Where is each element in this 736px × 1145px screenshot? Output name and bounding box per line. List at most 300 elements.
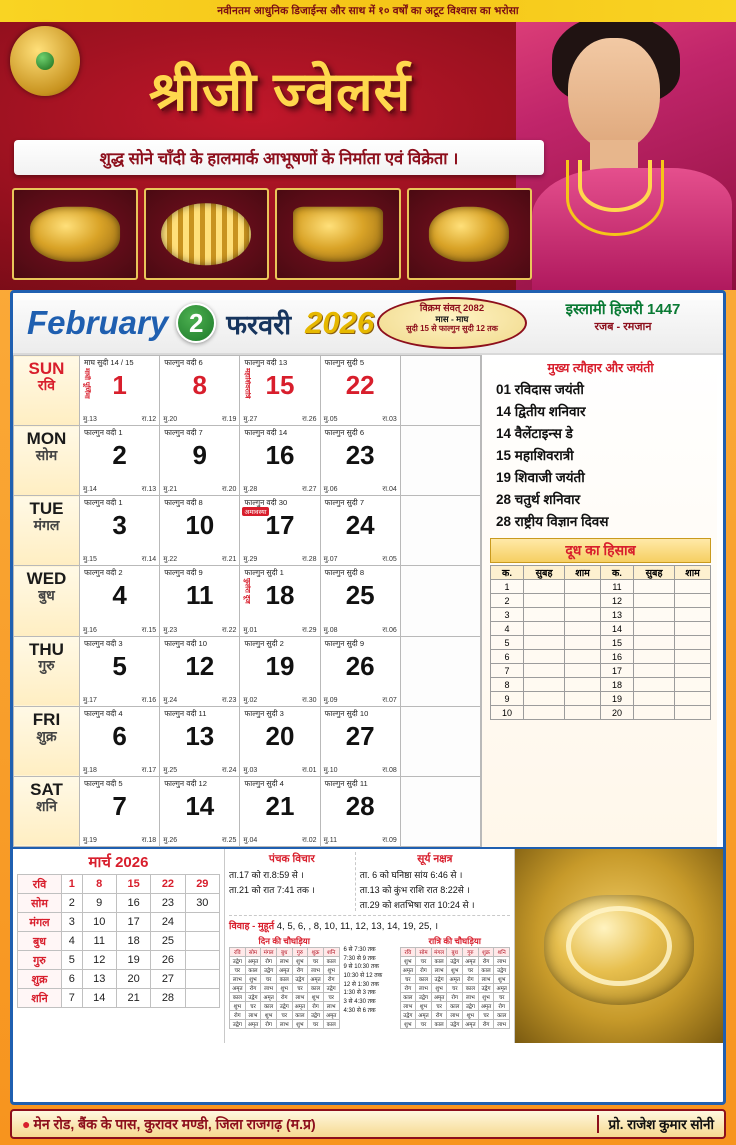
date-number: 2 xyxy=(112,440,127,471)
march-date-cell[interactable]: 17 xyxy=(116,913,150,932)
milk-entry-cell[interactable] xyxy=(565,622,601,636)
date-footnotes xyxy=(160,836,239,845)
tithi-label: फाल्गुन वदी 10 xyxy=(164,638,208,648)
march-date-cell[interactable]: 22 xyxy=(151,875,185,894)
weekday-header-tue xyxy=(14,496,80,566)
date-cell[interactable] xyxy=(320,776,400,846)
muhurat-note: मु.23 xyxy=(163,626,178,634)
march-date-cell[interactable]: 24 xyxy=(151,913,185,932)
ratri-note: रा.28 xyxy=(302,556,317,564)
festival-item: 19 शिवाजी जयंती xyxy=(496,470,585,485)
date-number: 12 xyxy=(185,650,215,681)
milk-entry-cell[interactable] xyxy=(675,706,711,720)
tithi-label: फाल्गुन सुदी 2 xyxy=(244,638,284,648)
tithi-label: फाल्गुन वदी 1 xyxy=(84,498,123,508)
milk-row xyxy=(491,636,711,650)
day-choghadiya-table xyxy=(229,947,340,1029)
night-choghadiya-table xyxy=(400,947,511,1029)
milk-entry-cell[interactable] xyxy=(524,594,565,608)
march-title: मार्च 2026 xyxy=(88,854,149,871)
march-row xyxy=(18,932,220,951)
milk-entry-cell[interactable] xyxy=(633,636,674,650)
night-choghadiya-cell: चर xyxy=(416,957,432,966)
muhurat-note: मु.17 xyxy=(83,696,97,704)
date-cell-empty xyxy=(400,566,480,636)
night-choghadiya-title: रात्रि की चौघड़िया xyxy=(428,936,482,946)
day-choghadiya-cell: उद्वेग xyxy=(292,975,308,984)
date-footnotes xyxy=(240,836,319,845)
date-number: 25 xyxy=(345,580,375,611)
march-date-cell[interactable]: 29 xyxy=(185,875,219,894)
day-choghadiya-row xyxy=(230,975,340,984)
march-date-cell[interactable]: 26 xyxy=(151,951,185,970)
date-cell[interactable] xyxy=(240,356,320,426)
day-choghadiya-row xyxy=(230,1002,340,1011)
march-date-cell[interactable]: 1 xyxy=(62,875,83,894)
date-cell[interactable] xyxy=(160,356,240,426)
hijri-block xyxy=(533,299,713,334)
milk-entry-cell[interactable] xyxy=(675,636,711,650)
date-footnotes xyxy=(240,766,319,775)
panchak-line-1: ता.17 को रा.8:59 से । xyxy=(229,870,304,880)
night-choghadiya-col-header: रवि xyxy=(400,948,416,957)
muhurat-note: मु.05 xyxy=(323,416,338,424)
date-cell[interactable] xyxy=(320,496,400,566)
day-choghadiya-col-header: शनि xyxy=(323,948,339,957)
festival-item: 28 चतुर्थ शनिवार xyxy=(496,492,581,507)
date-cell[interactable] xyxy=(80,776,160,846)
day-choghadiya-cell: उद्वेग xyxy=(323,984,339,993)
night-choghadiya-col-header: मंगल xyxy=(431,948,447,957)
milk-entry-cell[interactable] xyxy=(675,622,711,636)
milk-day-number: 5 xyxy=(491,636,524,650)
weekday-hi: रवि xyxy=(37,376,56,393)
date-number: 14 xyxy=(185,790,215,821)
night-choghadiya-cell: उद्वेग xyxy=(431,975,447,984)
panchak-line-2: ता.21 को रात 7:41 तक । xyxy=(229,885,315,895)
tithi-label: फाल्गुन वदी 14 xyxy=(244,428,288,438)
day-choghadiya-col-header: सोम xyxy=(245,948,261,957)
milk-entry-cell[interactable] xyxy=(633,664,674,678)
milk-entry-cell[interactable] xyxy=(565,692,601,706)
weekday-hi: बुध xyxy=(38,587,55,604)
date-number: 20 xyxy=(265,720,295,751)
milk-entry-cell[interactable] xyxy=(565,608,601,622)
weekday-en: SAT xyxy=(30,779,63,799)
ratri-note: रा.16 xyxy=(141,696,157,704)
date-cell[interactable] xyxy=(160,496,240,566)
night-choghadiya-cell: काल xyxy=(431,1020,447,1029)
date-cell[interactable] xyxy=(240,566,320,636)
date-cell[interactable] xyxy=(160,566,240,636)
milk-entry-cell[interactable] xyxy=(565,594,601,608)
bottom-section xyxy=(13,847,723,1043)
date-number: 21 xyxy=(265,790,295,821)
milk-day-number: 16 xyxy=(600,650,633,664)
month-number-badge: 2 xyxy=(176,303,216,343)
day-choghadiya-col-header: शुक्र xyxy=(308,948,324,957)
ratri-note: रा.19 xyxy=(221,416,237,424)
milk-entry-cell[interactable] xyxy=(675,692,711,706)
milk-day-number: 1 xyxy=(491,580,524,594)
milk-entry-cell[interactable] xyxy=(675,580,711,594)
night-choghadiya-cell: चर xyxy=(416,1020,432,1029)
day-choghadiya-cell: चर xyxy=(276,1011,292,1020)
march-date-cell[interactable]: 5 xyxy=(62,951,83,970)
date-cell[interactable] xyxy=(320,356,400,426)
day-choghadiya-cell: रोग xyxy=(292,966,308,975)
day-choghadiya-cell: काल xyxy=(323,1020,339,1029)
milk-day-number: 19 xyxy=(600,692,633,706)
shop-address xyxy=(22,1115,316,1134)
milk-entry-cell[interactable] xyxy=(675,594,711,608)
muhurat-note: मु.13 xyxy=(83,416,97,424)
milk-entry-cell[interactable] xyxy=(565,580,601,594)
festival-item: 14 द्वितीय शनिवार xyxy=(496,404,586,419)
ratri-note: रा.12 xyxy=(141,416,157,424)
milk-entry-cell[interactable] xyxy=(633,678,674,692)
day-choghadiya-cell: काल xyxy=(276,975,292,984)
day-choghadiya-cell: अमृत xyxy=(276,966,292,975)
day-choghadiya-row xyxy=(230,957,340,966)
muhurat-note: मु.08 xyxy=(323,626,338,634)
tithi-label: फाल्गुन वदी 30 xyxy=(244,498,288,508)
tithi-label: फाल्गुन वदी 3 xyxy=(84,638,123,648)
milk-entry-cell[interactable] xyxy=(633,594,674,608)
date-cell[interactable] xyxy=(80,426,160,496)
vikram-samvat-badge xyxy=(377,297,527,349)
date-cell-empty xyxy=(400,496,480,566)
date-number: 19 xyxy=(265,650,295,681)
march-date-cell[interactable]: 2 xyxy=(62,894,83,913)
date-cell[interactable] xyxy=(240,496,320,566)
weekday-en: FRI xyxy=(32,709,61,729)
date-number: 1 xyxy=(112,370,127,400)
milk-entry-cell[interactable] xyxy=(633,706,674,720)
night-choghadiya-cell: शुभ xyxy=(400,1020,416,1029)
date-footnotes xyxy=(160,485,239,494)
night-choghadiya-cell: अमृत xyxy=(494,984,510,993)
tithi-label: माघ सुदी 14 / 15 xyxy=(84,358,134,367)
night-choghadiya-cell: काल xyxy=(463,984,479,993)
tithi-label: फाल्गुन वदी 11 xyxy=(164,708,207,718)
date-cell[interactable] xyxy=(80,566,160,636)
surya-nakshatra-block xyxy=(355,852,510,911)
event-tag: अमावस्या xyxy=(244,509,267,517)
march-date-cell[interactable]: 20 xyxy=(116,970,150,989)
date-footnotes xyxy=(80,836,159,845)
milk-row xyxy=(491,692,711,706)
day-choghadiya-cell: शुभ xyxy=(261,1011,277,1020)
march-mini-calendar xyxy=(13,849,225,1043)
tithi-label: फाल्गुन सुदी 11 xyxy=(324,778,368,788)
march-date-cell[interactable]: 21 xyxy=(116,989,150,1008)
day-choghadiya-col-header: गुरु xyxy=(292,948,308,957)
date-footnotes xyxy=(240,555,319,564)
march-row xyxy=(18,875,220,894)
day-choghadiya-row xyxy=(230,984,340,993)
march-weekday-label: शुक्र xyxy=(18,970,62,989)
day-choghadiya-cell: शुभ xyxy=(230,1002,246,1011)
date-cell[interactable] xyxy=(320,706,400,776)
march-date-cell[interactable]: 11 xyxy=(82,932,116,951)
day-choghadiya-cell: चर xyxy=(292,984,308,993)
tithi-label: फाल्गुन वदी 6 xyxy=(164,358,203,367)
muhurat-note: मु.20 xyxy=(163,416,178,424)
march-date-cell[interactable]: 28 xyxy=(151,989,185,1008)
ornament-photo xyxy=(275,188,401,280)
milk-entry-cell[interactable] xyxy=(565,664,601,678)
night-choghadiya-cell: उद्वेग xyxy=(494,966,510,975)
march-date-cell[interactable]: 4 xyxy=(62,932,83,951)
milk-entry-cell[interactable] xyxy=(675,678,711,692)
muhurat-note: मु.19 xyxy=(83,837,97,844)
milk-entry-cell[interactable] xyxy=(565,706,601,720)
day-choghadiya-cell: रोग xyxy=(245,984,261,993)
milk-row xyxy=(491,664,711,678)
milk-entry-cell[interactable] xyxy=(524,636,565,650)
date-cell[interactable] xyxy=(80,706,160,776)
march-date-cell[interactable]: 7 xyxy=(62,989,83,1008)
date-cell[interactable] xyxy=(160,776,240,846)
year-label: 2026 xyxy=(305,305,375,340)
march-row xyxy=(18,970,220,989)
day-choghadiya-cell: चर xyxy=(308,1020,324,1029)
night-choghadiya-cell: शुभ xyxy=(431,984,447,993)
muhurat-note: मु.14 xyxy=(83,486,97,494)
milk-entry-cell[interactable] xyxy=(633,608,674,622)
day-choghadiya-cell: उद्वेग xyxy=(308,1011,324,1020)
milk-entry-cell[interactable] xyxy=(524,706,565,720)
milk-col-header: सुबह xyxy=(633,566,674,580)
milk-entry-cell[interactable] xyxy=(565,678,601,692)
date-number: 7 xyxy=(112,790,127,821)
ratri-note: रा.27 xyxy=(302,486,317,494)
date-number: 8 xyxy=(192,370,208,400)
milk-day-number: 15 xyxy=(600,636,633,650)
day-choghadiya-cell: उद्वेग xyxy=(230,1020,246,1029)
ratri-note: रा.23 xyxy=(221,696,237,704)
march-date-cell[interactable]: 23 xyxy=(151,894,185,913)
milk-entry-cell[interactable] xyxy=(524,692,565,706)
model-photo xyxy=(516,0,736,290)
milk-entry-cell[interactable] xyxy=(524,664,565,678)
day-choghadiya-cell: अमृत xyxy=(245,1020,261,1029)
day-choghadiya-cell: शुभ xyxy=(245,975,261,984)
night-choghadiya-cell: लाभ xyxy=(400,1002,416,1011)
muhurat-note: मु.21 xyxy=(163,486,178,494)
shop-header xyxy=(0,0,736,290)
milk-entry-cell[interactable] xyxy=(565,650,601,664)
milk-day-number: 7 xyxy=(491,664,524,678)
night-choghadiya-cell: रोग xyxy=(447,993,463,1002)
date-cell[interactable] xyxy=(320,426,400,496)
event-vertical-label: महाशिवरात्रि xyxy=(243,368,251,399)
model-necklace-inner xyxy=(578,160,652,212)
march-date-cell[interactable]: 13 xyxy=(82,970,116,989)
day-choghadiya-cell: शुभ xyxy=(292,1020,308,1029)
march-date-cell[interactable]: 3 xyxy=(62,913,83,932)
march-date-cell[interactable]: 12 xyxy=(82,951,116,970)
muhurat-note: मु.22 xyxy=(163,556,178,564)
march-date-cell[interactable]: 8 xyxy=(82,875,116,894)
night-choghadiya-cell: लाभ xyxy=(478,975,494,984)
milk-row xyxy=(491,678,711,692)
milk-entry-cell[interactable] xyxy=(633,692,674,706)
night-choghadiya-row xyxy=(400,975,510,984)
day-choghadiya-cell: लाभ xyxy=(276,957,292,966)
shop-name: श्रीजी ज्वेलर्स xyxy=(148,62,412,122)
march-weekday-label: बुध xyxy=(18,932,62,951)
milk-entry-cell[interactable] xyxy=(524,678,565,692)
ratri-note: रा.22 xyxy=(221,626,237,634)
header-top-strip-text: नवीनतम आधुनिक डिजाईन्स और साथ में १० वर्षों का अटूट विश्वास का भरोसा xyxy=(217,5,519,17)
night-choghadiya-col-header: बुध xyxy=(447,948,463,957)
milk-entry-cell[interactable] xyxy=(675,650,711,664)
day-choghadiya-title: दिन की चौघड़िया xyxy=(258,936,310,946)
date-number: 9 xyxy=(192,440,208,471)
night-choghadiya-cell: शुभ xyxy=(463,1011,479,1020)
date-cell[interactable] xyxy=(80,496,160,566)
march-date-cell[interactable]: 10 xyxy=(82,913,116,932)
festivals-title: मुख्य त्यौहार और जयंती xyxy=(547,361,654,375)
march-date-cell[interactable]: 19 xyxy=(116,951,150,970)
march-date-cell[interactable]: 16 xyxy=(116,894,150,913)
date-footnotes xyxy=(80,696,159,705)
march-date-cell[interactable]: 14 xyxy=(82,989,116,1008)
panchak-title: पंचक विचार xyxy=(268,853,315,865)
milk-entry-cell[interactable] xyxy=(524,650,565,664)
astro-info-box xyxy=(225,849,515,1043)
day-choghadiya-cell: काल xyxy=(323,957,339,966)
date-footnotes xyxy=(80,485,159,494)
choghadiya-wrap xyxy=(229,936,510,1029)
tithi-label: फाल्गुन वदी 2 xyxy=(84,568,123,578)
ratri-note: रा.09 xyxy=(382,837,397,844)
day-choghadiya-col-header: रवि xyxy=(230,948,246,957)
date-cell-empty xyxy=(400,636,480,706)
tithi-label: फाल्गुन वदी 13 xyxy=(244,358,288,367)
night-choghadiya-cell: अमृत xyxy=(478,1002,494,1011)
date-cell[interactable] xyxy=(240,706,320,776)
date-cell[interactable] xyxy=(80,636,160,706)
night-choghadiya-cell: उद्वेग xyxy=(463,1002,479,1011)
date-number: 10 xyxy=(185,510,215,541)
day-choghadiya-cell: शुभ xyxy=(276,984,292,993)
day-choghadiya-cell: काल xyxy=(245,966,261,975)
date-number: 27 xyxy=(345,720,375,751)
march-weekday-label: सोम xyxy=(18,894,62,913)
date-cell[interactable] xyxy=(240,776,320,846)
tithi-label: फाल्गुन वदी 8 xyxy=(164,498,203,508)
milk-day-number: 8 xyxy=(491,678,524,692)
weekday-hi: गुरु xyxy=(38,657,55,674)
night-choghadiya-cell: उद्वेग xyxy=(400,1011,416,1020)
tithi-label: फाल्गुन सुदी 4 xyxy=(244,778,284,788)
milk-entry-cell[interactable] xyxy=(524,608,565,622)
tithi-label: फाल्गुन सुदी 8 xyxy=(324,568,365,578)
date-cell[interactable] xyxy=(320,636,400,706)
date-cell[interactable] xyxy=(160,426,240,496)
ratri-note: रा.13 xyxy=(141,486,157,494)
march-weekday-label: मंगल xyxy=(18,913,62,932)
weekday-hi: शनि xyxy=(36,797,57,814)
march-table xyxy=(17,874,220,1008)
march-date-cell[interactable]: 18 xyxy=(116,932,150,951)
tithi-label: फाल्गुन वदी 4 xyxy=(84,708,123,718)
night-choghadiya-cell: उद्वेग xyxy=(478,984,494,993)
month-bar xyxy=(13,293,723,355)
night-choghadiya-cell: रोग xyxy=(400,984,416,993)
date-cell[interactable] xyxy=(160,636,240,706)
date-cell-empty xyxy=(400,426,480,496)
milk-entry-cell[interactable] xyxy=(524,622,565,636)
night-choghadiya xyxy=(400,936,511,1029)
march-row xyxy=(18,989,220,1008)
panchak-block xyxy=(229,852,355,911)
milk-entry-cell[interactable] xyxy=(675,608,711,622)
night-choghadiya-row xyxy=(400,1020,510,1029)
date-cell[interactable] xyxy=(320,566,400,636)
march-date-cell[interactable]: 27 xyxy=(151,970,185,989)
date-cell[interactable] xyxy=(240,426,320,496)
date-footnotes xyxy=(240,626,319,635)
day-choghadiya-cell: काल xyxy=(308,984,324,993)
milk-entry-cell[interactable] xyxy=(524,580,565,594)
milk-row xyxy=(491,608,711,622)
day-choghadiya-cell: अमृत xyxy=(292,1002,308,1011)
milk-col-header: सुबह xyxy=(524,566,565,580)
milk-entry-cell[interactable] xyxy=(633,622,674,636)
emblem-icon xyxy=(10,26,80,96)
march-date-cell[interactable]: 9 xyxy=(82,894,116,913)
ratri-note: रा.29 xyxy=(302,626,317,634)
night-choghadiya-cell: लाभ xyxy=(447,1011,463,1020)
date-footnotes xyxy=(160,626,239,635)
date-number: 3 xyxy=(112,510,127,541)
muhurat-note: मु.09 xyxy=(323,696,338,704)
march-date-cell[interactable]: 6 xyxy=(62,970,83,989)
tithi-label: फाल्गुन सुदी 9 xyxy=(324,638,365,648)
milk-entry-cell[interactable] xyxy=(633,580,674,594)
samvat-line2: मास - माघ xyxy=(435,314,469,325)
ratri-note: रा.03 xyxy=(382,416,397,424)
march-date-cell[interactable]: 30 xyxy=(185,894,219,913)
date-number: 22 xyxy=(345,370,375,400)
date-cell[interactable] xyxy=(160,706,240,776)
date-number: 15 xyxy=(265,370,295,400)
milk-row xyxy=(491,594,711,608)
date-cell[interactable] xyxy=(80,356,160,426)
march-date-cell[interactable]: 25 xyxy=(151,932,185,951)
date-number: 17 xyxy=(265,510,295,541)
march-weekday-label: गुरु xyxy=(18,951,62,970)
march-date-cell[interactable]: 15 xyxy=(116,875,150,894)
milk-entry-cell[interactable] xyxy=(633,650,674,664)
night-choghadiya-cell: काल xyxy=(416,975,432,984)
date-cell[interactable] xyxy=(240,636,320,706)
milk-entry-cell[interactable] xyxy=(675,664,711,678)
right-panel xyxy=(481,355,717,847)
milk-entry-cell[interactable] xyxy=(565,636,601,650)
tithi-label: फाल्गुन वदी 9 xyxy=(164,568,203,578)
night-choghadiya-cell: काल xyxy=(478,966,494,975)
tithi-label: फाल्गुन वदी 7 xyxy=(164,428,203,438)
day-choghadiya-col-header: मंगल xyxy=(261,948,277,957)
ratri-note: रा.21 xyxy=(221,556,237,564)
day-choghadiya-cell: अमृत xyxy=(308,975,324,984)
night-choghadiya-col-header: शुक्र xyxy=(478,948,494,957)
